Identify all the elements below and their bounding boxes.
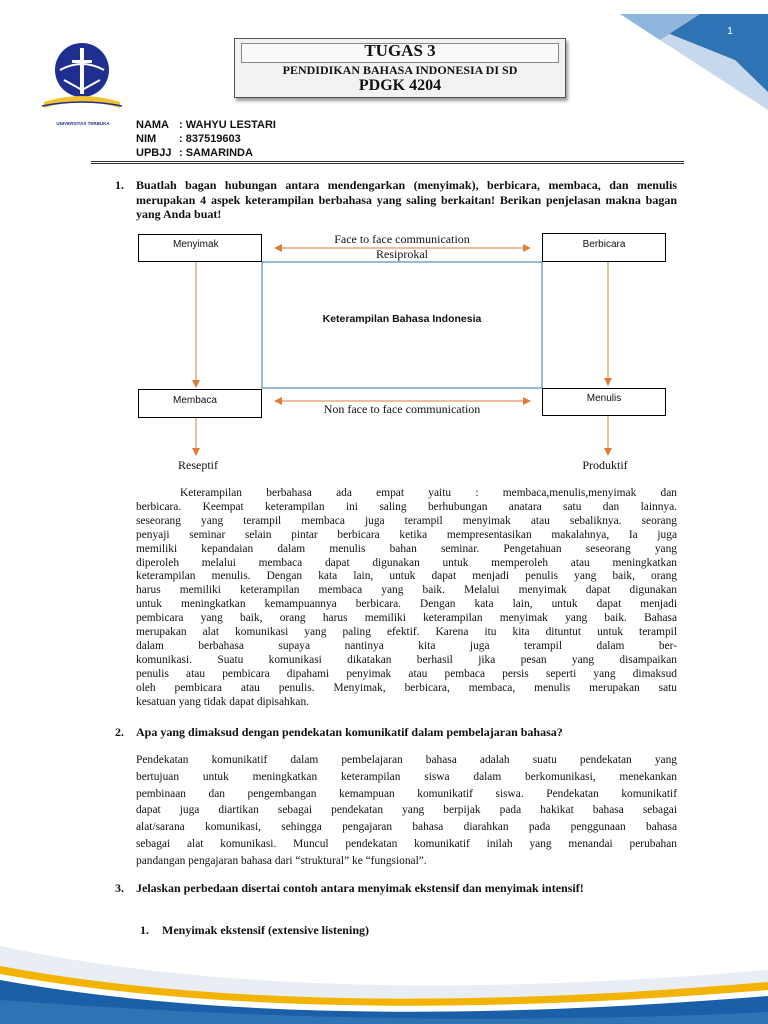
answer-1-line: komunikasi. Suatu komunikasi dikatakan berhasil jika pesan yang disampaikan <box>136 653 677 666</box>
label-reseptif: Reseptif <box>178 458 218 472</box>
answer-1-line: oleh pembicara atau penulis. Menyimak, berbicara, membaca, menulis merupakan satu <box>136 681 677 694</box>
answer-1 <box>136 487 677 710</box>
answer-1-line: diperoleh melalui membaca dapat digunakan untuk memperoleh atau meningkatkan <box>136 556 677 569</box>
label-resiprokal: Resiprokal <box>376 247 428 261</box>
page-number: 1 <box>727 26 733 37</box>
course-code: PDGK 4204 <box>358 77 442 94</box>
box-menulis: Menulis <box>542 388 666 416</box>
answer-2-line: Pendekatan komunikatif dalam pembelajaran bahasa adalah suatu pendekatan yang <box>136 754 677 766</box>
answer-2-line: pandangan pengajaran bahasa dari “struktural” ke “fungsional”. <box>136 854 427 867</box>
bottom-wave-decoration <box>0 930 768 1024</box>
question-1-text: Buatlah bagan hubungan antara mendengarkan (menyimak), berbicara, membaca, dan menulis merupakan 4 aspek keterampilan berbahasa yang saling berkaitan! Berikan penjelasan makna bagan yang Anda buat! <box>136 178 677 221</box>
label-face-to-face: Face to face communication <box>334 232 470 246</box>
answer-1-line: seseorang yang terampil membaca juga terampil menyimak atau sebaliknya. seorang <box>136 514 677 527</box>
answer-2 <box>136 752 677 870</box>
answer-1-line: berbicara. Keempat keterampilan ini saling berhubungan anatara satu dan lainnya. <box>136 500 677 513</box>
question-2-text: Apa yang dimaksud dengan pendekatan komunikatif dalam pembelajaran bahasa? <box>136 725 563 739</box>
answer-1-line: Keterampilan berbahasa ada empat yaitu : membaca,menulis,menyimak dan <box>180 487 677 499</box>
box-berbicara: Berbicara <box>542 233 666 262</box>
assignment-title: TUGAS 3 <box>364 41 436 60</box>
answer-2-line: bertujuan untuk meningkatkan keterampilan siswa dalam berkomunikasi, menekankan <box>136 770 677 783</box>
question-3-number: 3. <box>115 881 124 895</box>
course-name: PENDIDIKAN BAHASA INDONESIA DI SD <box>282 63 518 77</box>
question-3-text: Jelaskan perbedaan disertai contoh antara menyimak ekstensif dan menyimak intensif! <box>136 881 584 895</box>
box-menyimak: Menyimak <box>138 234 262 262</box>
identity-nim: NIM : 837519603 <box>136 133 241 145</box>
identity-name: NAMA : WAHYU LESTARI <box>136 119 276 131</box>
logo-caption: UNIVERSITAS TERBUKA <box>56 121 110 126</box>
identity-upbjj: UPBJJ : SAMARINDA <box>136 147 253 159</box>
answer-1-line: untuk meningkatkan kemampuannya berbicara. Dengan kata lain, untuk dapat menjadi <box>136 598 677 611</box>
answer-1-line: keterampilan menulis. Dengan kata lain, untuk dapat menjadi penulis yang baik, orang <box>136 570 677 583</box>
answer-1-line: pembicara yang baik, orang harus memiliki keterampilan menyimak yang baik. Bahasa <box>136 612 677 625</box>
label-produktif: Produktif <box>582 458 628 472</box>
answer-1-line: penyaji seminar selain pintar berbicara ketika mempresentasikan makalahnya, Ia juga <box>136 528 677 541</box>
answer-1-line: kesatuan yang tidak dapat dipisahkan. <box>136 695 310 708</box>
answer-2-line: pembinaan dan pengembangan kemampuan komunikatif siswa. Pendekatan komunikatif <box>136 787 677 800</box>
answer-1-line: memiliki kepandaian dalam menulis bahan seminar. Pengetahuan seseorang yang <box>136 542 677 555</box>
answer-2-line: dapat juga diartikan sebagai pendekatan yang berpijak pada hakikat bahasa sebagai <box>136 804 677 817</box>
label-non-face-to-face: Non face to face communication <box>323 402 481 416</box>
answer-1-line: penulis atau pembicara dipahami penyimak atau pembaca persis seperti yang dimaksud <box>136 667 677 680</box>
label-center: Keterampilan Bahasa Indonesia <box>322 313 482 325</box>
answer-1-line: merupakan alat komunikasi yang paling efektif. Karena itu kita dituntut untuk terampil <box>136 626 677 639</box>
sub-item-text: Menyimak ekstensif (extensive listening) <box>162 923 369 937</box>
box-membaca: Membaca <box>138 389 262 418</box>
question-1-number: 1. <box>115 178 124 192</box>
answer-2-line: alat/sarana komunikasi, sehingga pengajaran bahasa diarahkan pada penggunaan bahasa <box>136 821 677 834</box>
answer-1-line: harus memiliki keterampilan membaca yang baik. Melalui menyimak dapat digunakan <box>136 584 677 597</box>
question-2-number: 2. <box>115 725 124 739</box>
answer-1-line: dalam berbahasa supaya nantinya kita juga terampil dalam ber- <box>136 639 677 652</box>
answer-2-line: sebagai alat komunikasi. Muncul pendekatan komunikatif inilah yang menandai perubahan <box>136 837 677 850</box>
sub-item-number: 1. <box>140 923 149 937</box>
